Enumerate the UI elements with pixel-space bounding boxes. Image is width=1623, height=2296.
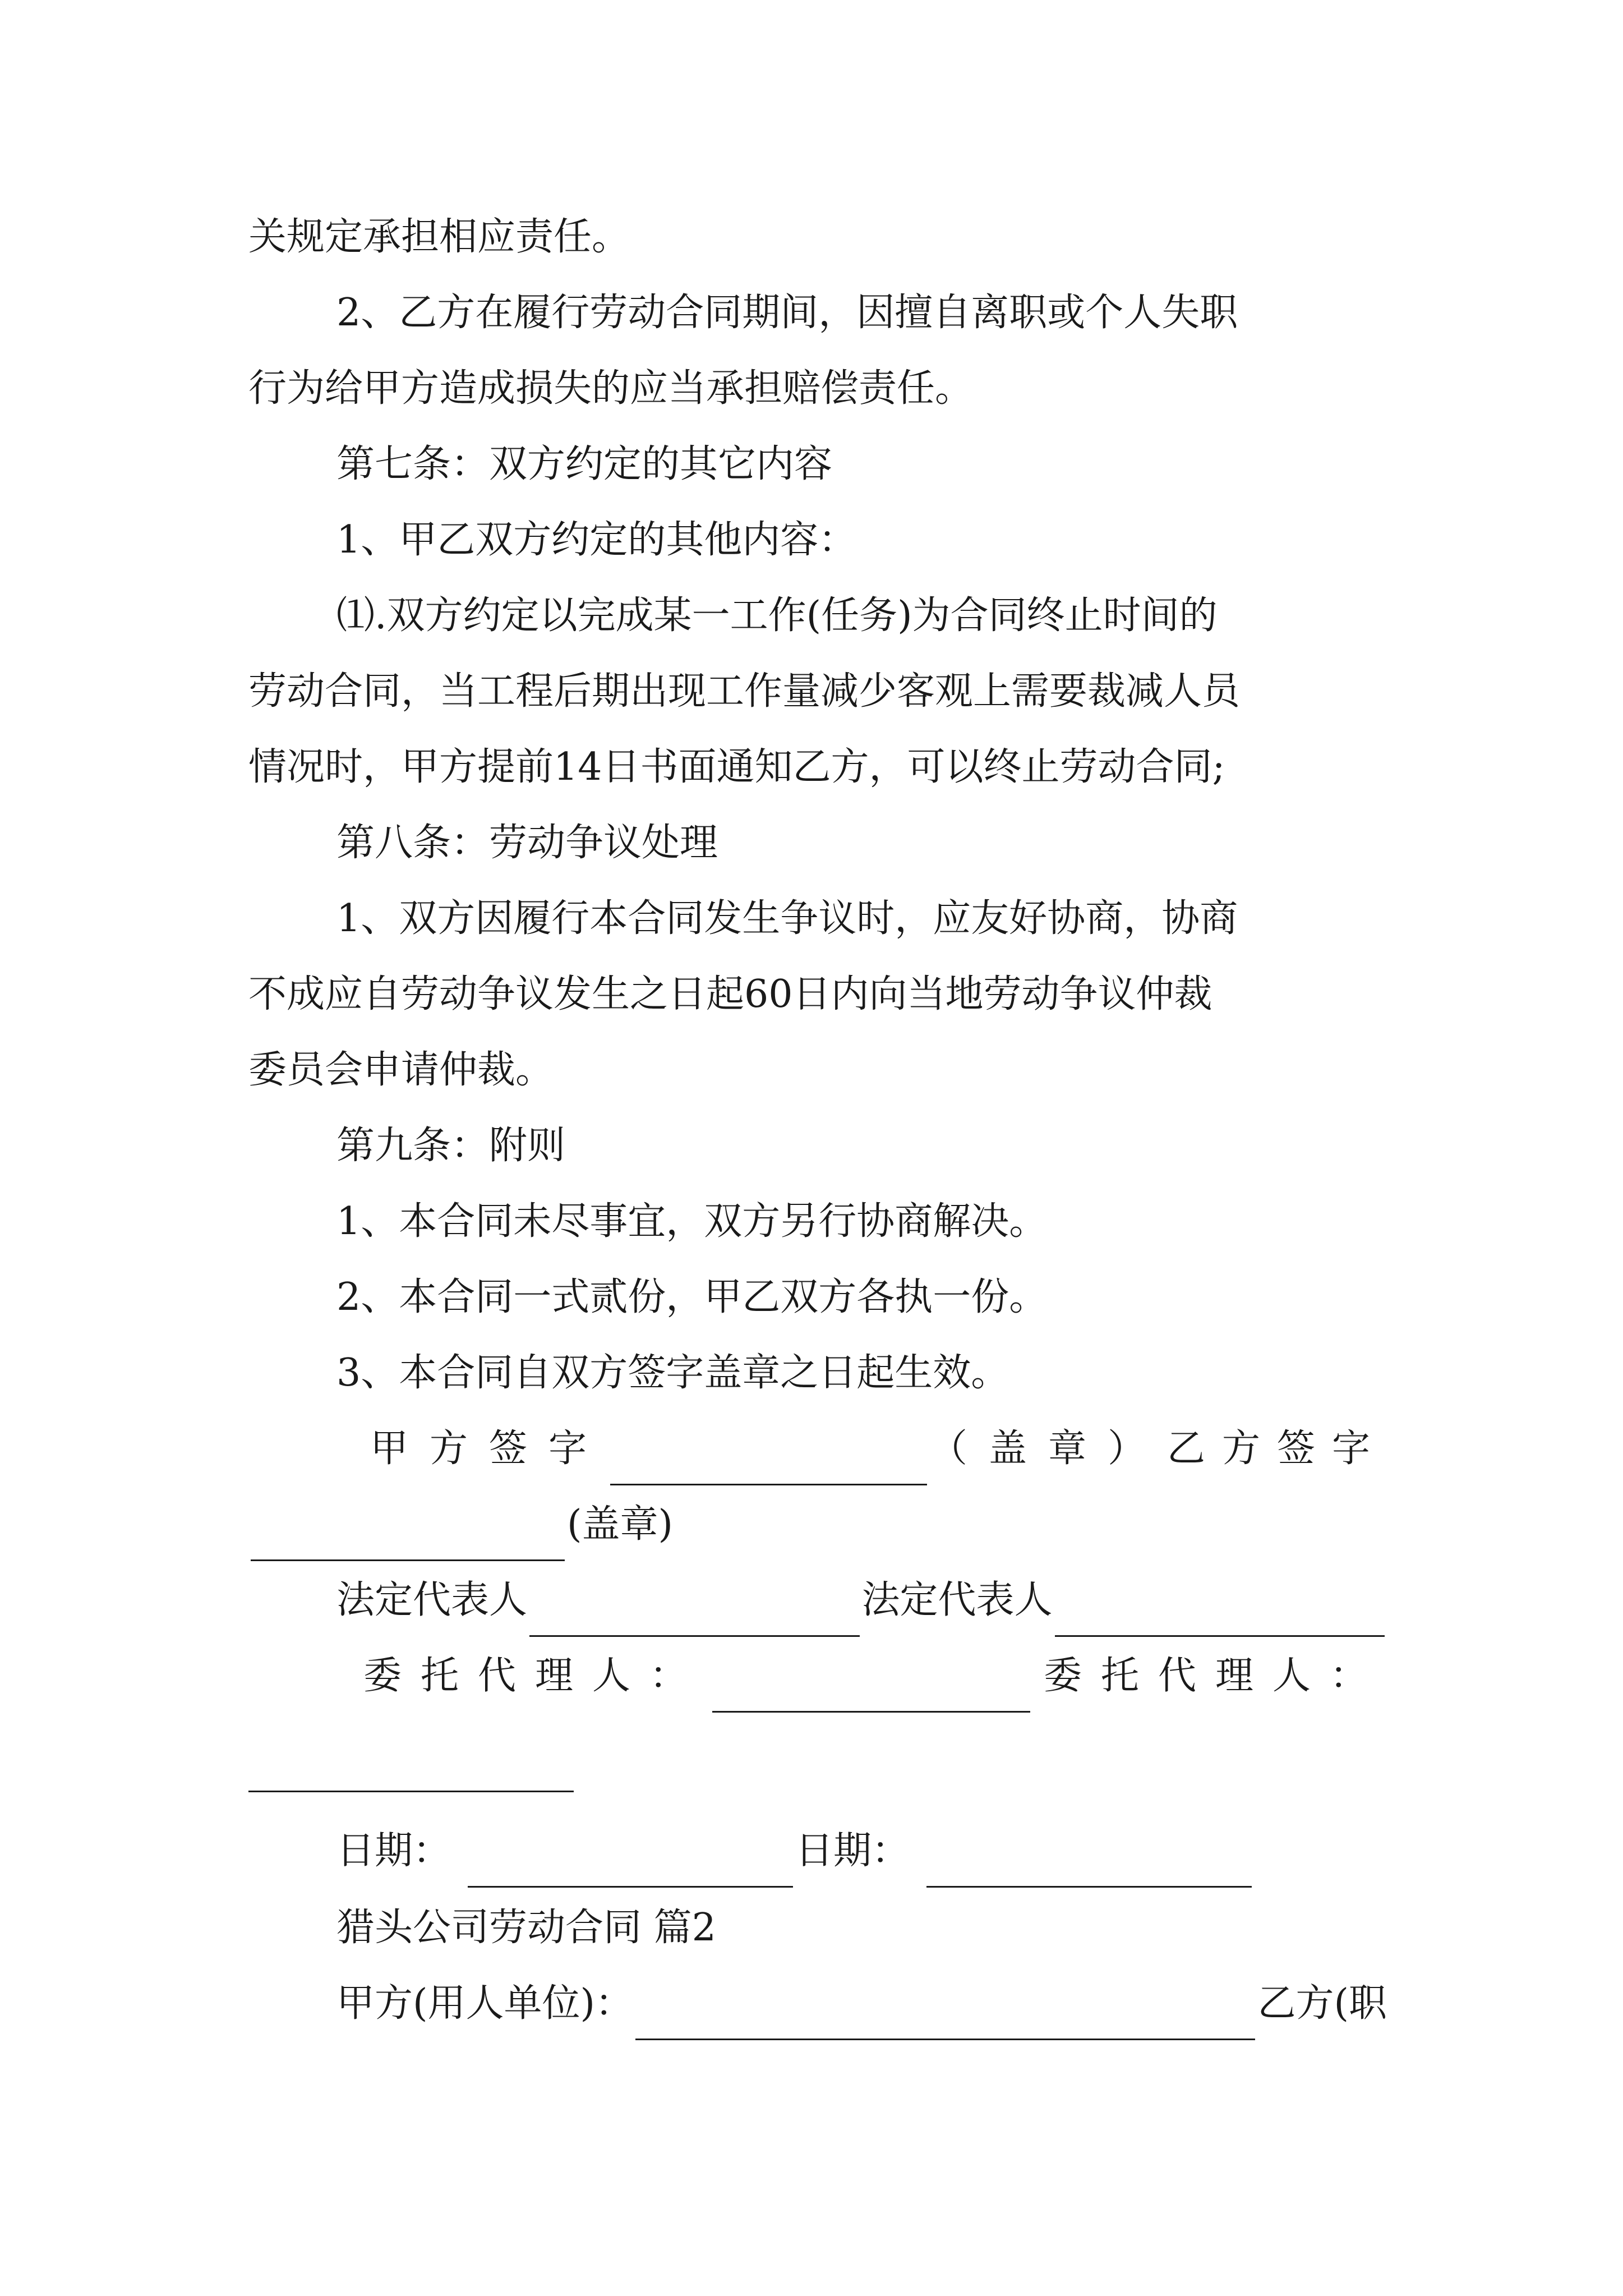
article-9-item-3: 3、本合同自双方签字盖章之日起生效。 bbox=[336, 1351, 1009, 1395]
clause-2-line: 2、乙方在履行劳动合同期间，因擅自离职或个人失职 bbox=[336, 291, 1238, 335]
article-8-item-1-cont2: 委员会申请仲裁。 bbox=[248, 1048, 554, 1092]
article-8-heading: 第八条：劳动争议处理 bbox=[336, 821, 718, 865]
party-a-sign-label: 甲方签字 bbox=[370, 1427, 608, 1471]
legal-rep-a-label: 法定代表人 bbox=[336, 1578, 528, 1622]
agent-a-label: 委托代理人： bbox=[363, 1654, 707, 1698]
date-b-label: 日期： bbox=[795, 1829, 910, 1873]
next-party-b-label: 乙方(职 bbox=[1257, 1981, 1387, 2026]
clause-2-line-cont: 行为给甲方造成损失的应当承担赔偿责任。 bbox=[248, 366, 974, 411]
article-8-item-1: 1、双方因履行本合同发生争议时，应友好协商，协商 bbox=[336, 896, 1238, 941]
next-contract-title: 猎头公司劳动合同 篇2 bbox=[336, 1906, 716, 1950]
date-a-blank bbox=[468, 1837, 793, 1888]
party-a-sign-blank bbox=[610, 1434, 927, 1485]
date-a-label: 日期： bbox=[336, 1829, 451, 1873]
legal-rep-b-blank bbox=[1055, 1586, 1385, 1637]
signature-row-legal-rep bbox=[336, 1564, 1387, 1637]
article-7-subitem-1-cont: 劳动合同，当工程后期出现工作量减少客观上需要裁减人员 bbox=[248, 669, 1241, 714]
article-9-item-2: 2、本合同一式贰份，甲乙双方各执一份。 bbox=[336, 1275, 1048, 1319]
agent-b-blank bbox=[248, 1789, 574, 1792]
party-b-sign-blank bbox=[251, 1510, 565, 1561]
signature-row-date bbox=[336, 1815, 1267, 1888]
article-7-subitem-1-cont2: 情况时，甲方提前14日书面通知乙方，可以终止劳动合同; bbox=[248, 745, 1225, 789]
article-9-heading: 第九条：附则 bbox=[336, 1124, 566, 1168]
agent-a-blank bbox=[712, 1662, 1030, 1713]
article-7-item-1: 1、甲乙双方约定的其他内容： bbox=[336, 518, 857, 562]
party-b-seal-label: (盖章) bbox=[567, 1502, 674, 1547]
paragraph-line: 关规定承担相应责任。 bbox=[248, 215, 630, 259]
legal-rep-a-blank bbox=[529, 1586, 859, 1637]
signature-row-party-b-blank bbox=[248, 1488, 753, 1561]
agent-b-label: 委托代理人： bbox=[1043, 1654, 1387, 1698]
article-7-heading: 第七条：双方约定的其它内容 bbox=[336, 442, 833, 486]
article-8-item-1-cont: 不成应自劳动争议发生之日起60日内向当地劳动争议仲裁 bbox=[248, 972, 1212, 1016]
signature-row-parties bbox=[370, 1412, 1387, 1485]
article-9-item-1: 1、本合同未尽事宜，双方另行协商解决。 bbox=[336, 1199, 1048, 1244]
next-party-a-label: 甲方(用人单位)： bbox=[336, 1981, 634, 2026]
signature-row-agent bbox=[363, 1640, 1387, 1713]
party-b-sign-label: 乙方签字 bbox=[1166, 1427, 1387, 1471]
legal-rep-b-label: 法定代表人 bbox=[861, 1578, 1053, 1622]
date-b-blank bbox=[926, 1837, 1252, 1888]
party-a-seal-label: （盖章） bbox=[929, 1427, 1167, 1471]
next-party-a-blank bbox=[635, 1989, 1255, 2040]
next-contract-parties-row bbox=[336, 1967, 1387, 2040]
article-7-subitem-1: ⑴.双方约定以完成某一工作(任务)为合同终止时间的 bbox=[336, 593, 1218, 638]
